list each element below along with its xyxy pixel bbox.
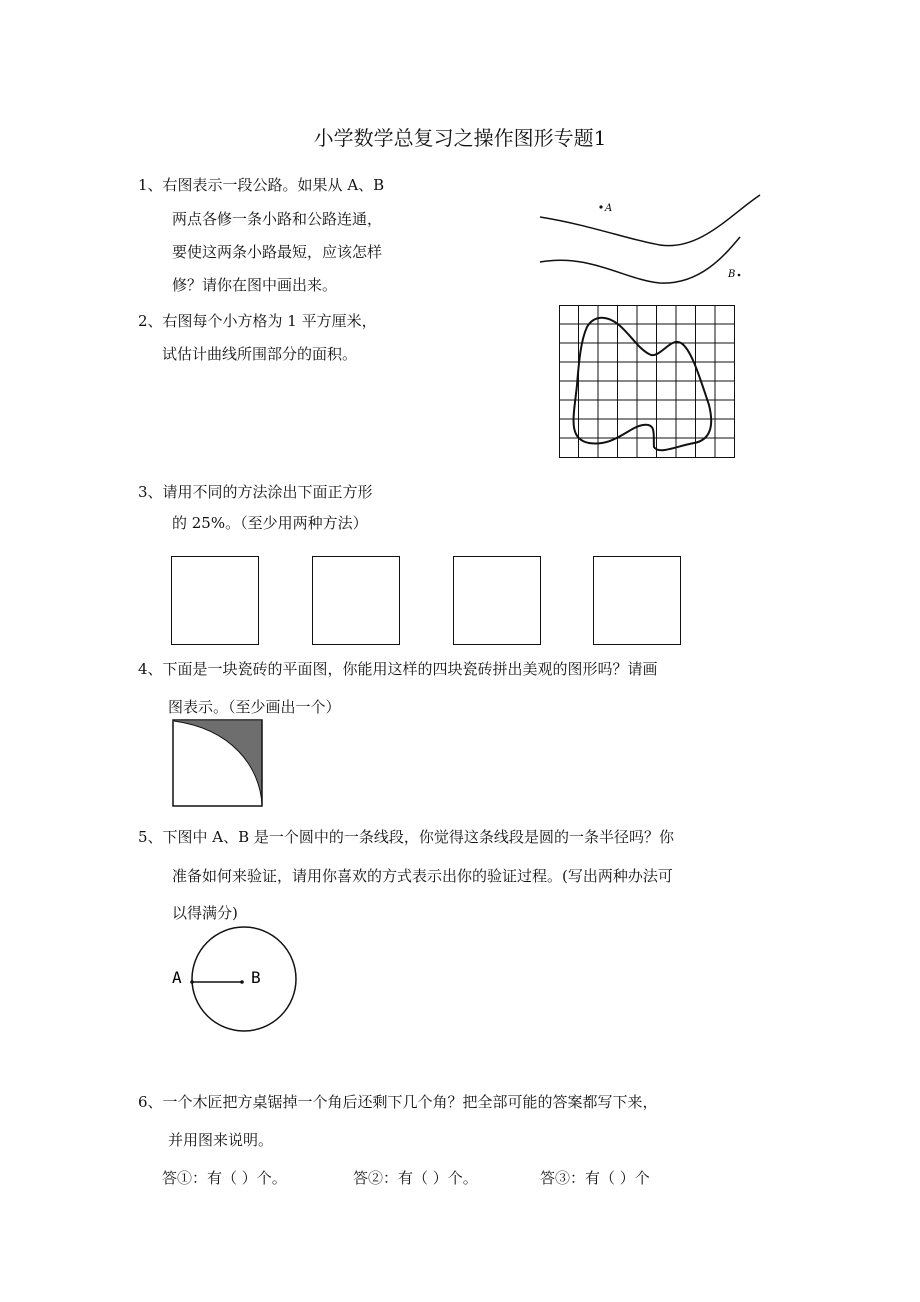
q6-line-2: 并用图来说明。 xyxy=(168,1131,274,1149)
point-a-label: A xyxy=(172,968,182,987)
q1-line-1: 1、右图表示一段公路。如果从 A、B xyxy=(138,176,385,194)
q4-line-2: 图表示。（至少画出一个） xyxy=(168,698,341,716)
road-figure xyxy=(530,185,770,285)
road-lower-edge xyxy=(540,237,740,283)
q1-line-3: 要使这两条小路最短，应该怎样 xyxy=(172,243,383,261)
page-title: 小学数学总复习之操作图形专题1 xyxy=(313,126,607,150)
point-a-dot xyxy=(190,980,194,984)
q1-line-4: 修？请你在图中画出来。 xyxy=(172,276,338,294)
q4-line-1: 4、下面是一块瓷砖的平面图，你能用这样的四块瓷砖拼出美观的图形吗？请画 xyxy=(138,660,658,678)
q1-line-2: 两点各修一条小路和公路连通， xyxy=(172,210,383,228)
q6-line-1: 6、一个木匠把方桌锯掉一个角后还剩下几个角？把全部可能的答案都写下来， xyxy=(138,1093,658,1111)
road-upper-edge xyxy=(540,195,760,246)
circle-outline xyxy=(192,927,296,1031)
q2-line-1: 2、右图每个小方格为 1 平方厘米， xyxy=(138,312,377,330)
point-b-dot xyxy=(240,980,244,984)
q5-line-2: 准备如何来验证，请用你喜欢的方式表示出你的验证过程。(写出两种办法可 xyxy=(172,867,673,885)
answer-3: 答③：有（ ）个 xyxy=(540,1169,650,1187)
q2-line-2: 试估计曲线所围部分的面积。 xyxy=(162,345,358,363)
q3-line-2: 的 25%。（至少用两种方法） xyxy=(172,514,368,532)
square-1[interactable] xyxy=(171,556,259,645)
answer-1: 答①：有（ ）个。 xyxy=(162,1169,287,1187)
q5-line-1: 5、下图中 A、B 是一个圆中的一条线段，你觉得这条线段是圆的一条半径吗？你 xyxy=(138,828,674,846)
circle-figure xyxy=(168,924,303,1036)
point-b-dot xyxy=(738,274,741,277)
answer-2: 答②：有（ ）个。 xyxy=(353,1169,478,1187)
point-b-label: B xyxy=(251,968,261,987)
point-a-label: A xyxy=(605,203,613,214)
square-3[interactable] xyxy=(453,556,541,645)
tile-figure xyxy=(172,719,264,807)
grid-figure xyxy=(559,305,735,458)
closed-curve xyxy=(574,318,712,450)
point-b-label: B xyxy=(728,269,736,280)
square-2[interactable] xyxy=(312,556,400,645)
square-4[interactable] xyxy=(593,556,681,645)
tile-shaded-region xyxy=(174,721,262,805)
q5-line-3: 以得满分) xyxy=(172,904,238,922)
q3-line-1: 3、请用不同的方法涂出下面正方形 xyxy=(138,483,373,501)
point-a-dot xyxy=(599,205,602,208)
